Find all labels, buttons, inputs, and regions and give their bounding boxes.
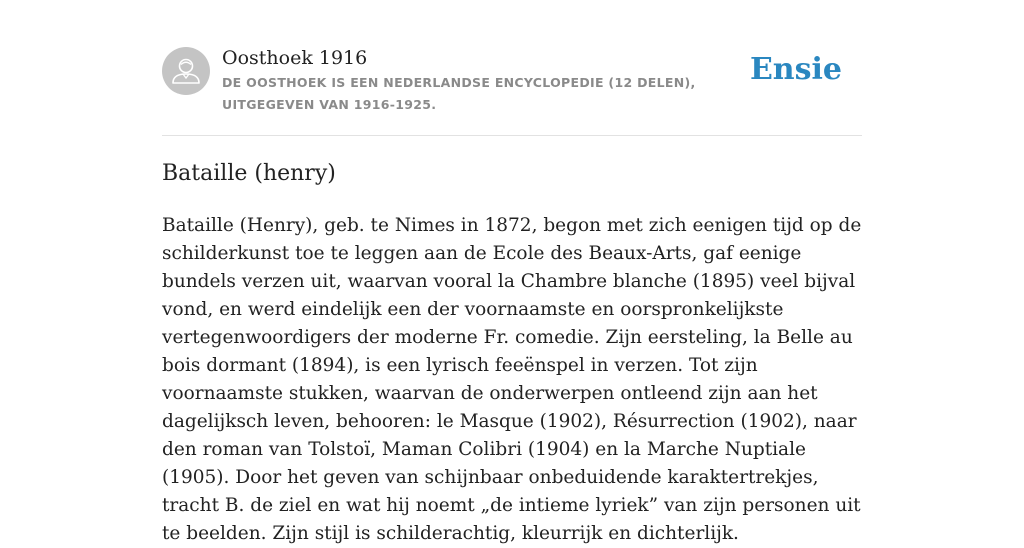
ensie-logo[interactable]: Ensie [749,52,842,87]
entry-title: Bataille (henry) [162,161,336,186]
header-divider [162,135,862,136]
avatar[interactable] [162,47,210,95]
entry-body: Bataille (Henry), geb. te Nimes in 1872, begon met zich eenigen tijd op de schilderkunst toe te leggen aan de Ecole des Beaux-Arts, gaf eenige bundels verzen uit, waarvan vooral la Chambre blanche (1895) veel bijval vond, en werd eindelijk een der voornaamste en oorspronkelijkste vertegenwoordigers der moderne Fr. comedie. Zijn eersteling, la Belle au bois dormant (1894), is een lyrisch feeënspel in verzen. Tot zijn voornaamste stukken, waarvan de onderwerpen ontleend zijn aan het dagelijksch leven, behooren: le Masque (1902), Résurrection (1902), naar den roman van Tolstoï, Maman Colibri (1904) en la Marche Nuptiale (1905). Door het geven van schijnbaar onbeduidende karaktertrekjes, tracht B. de ziel en wat hij noemt „de intieme lyriek” van zijn personen uit te beelden. Zijn stijl is schilderachtig, kleurrijk en dichterlijk. [162,215,862,544]
source-title[interactable]: Oosthoek 1916 [222,47,368,69]
user-silhouette-icon [162,47,210,95]
source-header [162,46,862,116]
source-description: DE OOSTHOEK IS EEN NEDERLANDSE ENCYCLOPEDIE (12 DELEN), UITGEGEVEN VAN 1916-1925. [222,75,696,112]
